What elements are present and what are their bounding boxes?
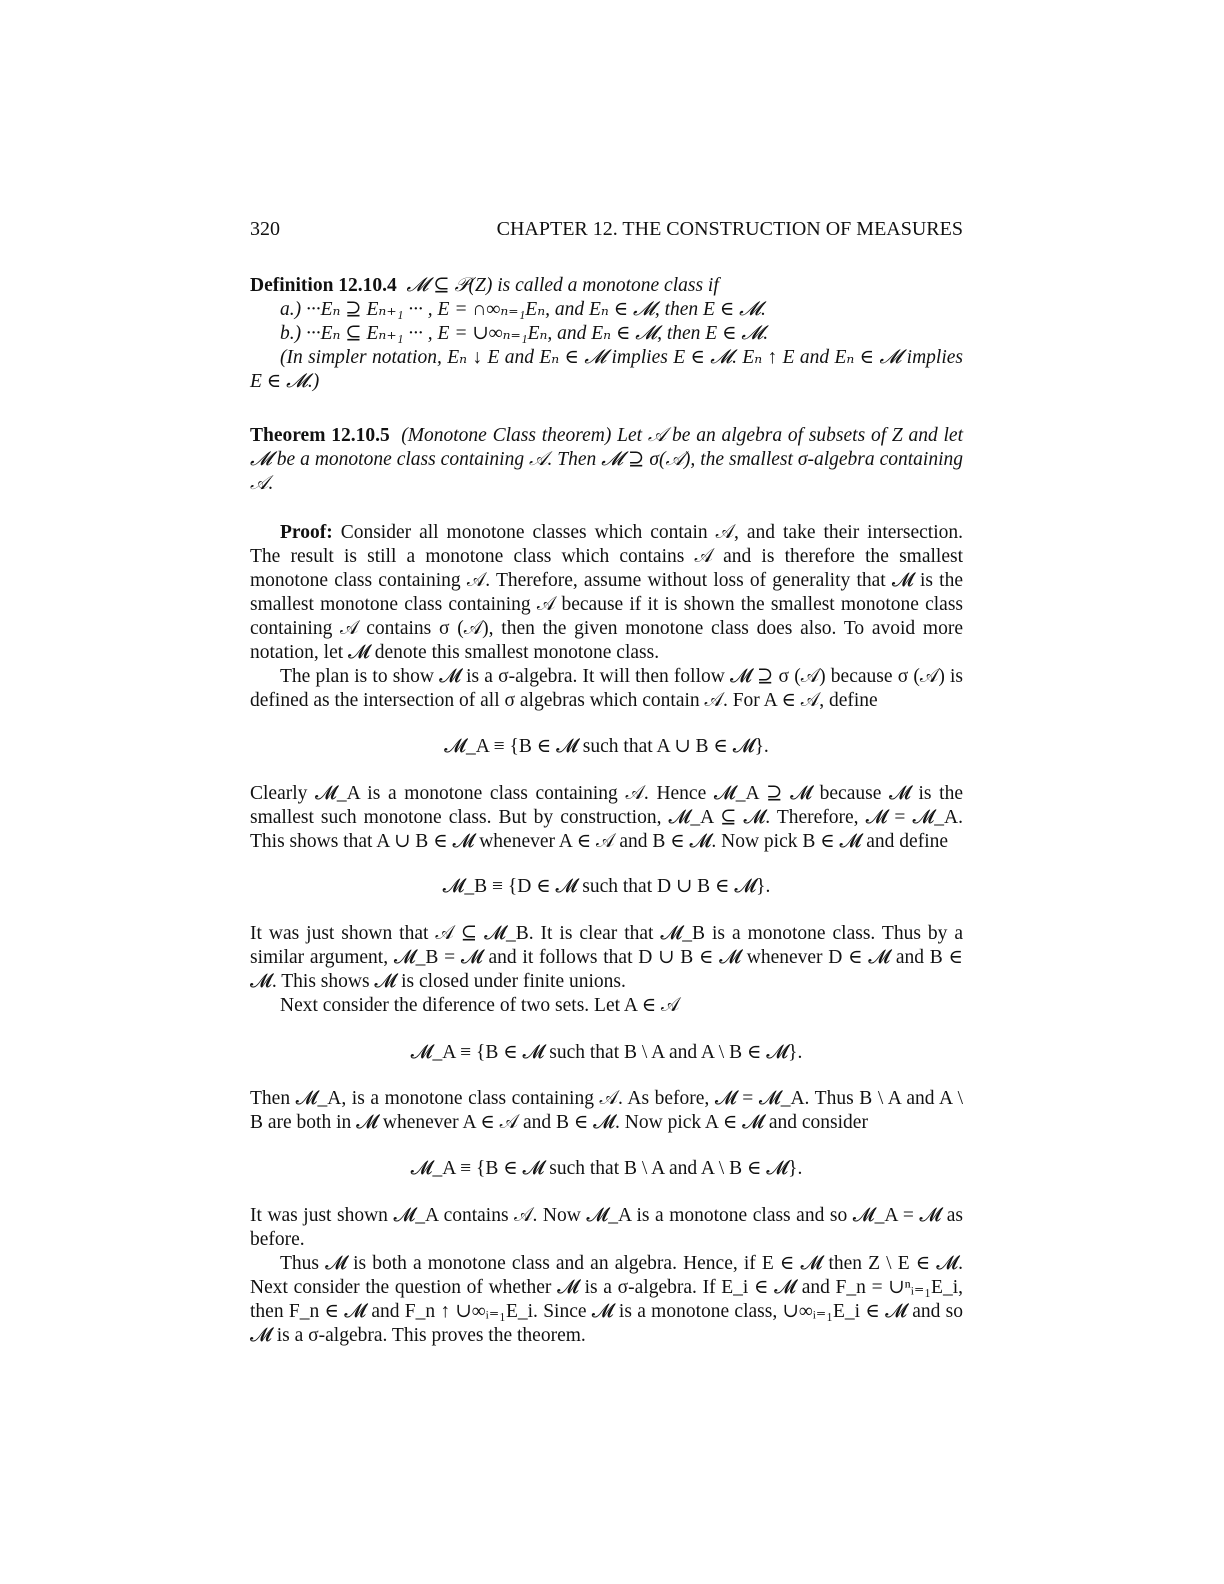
proof-text-7: It was just shown 𝓜_A contains 𝒜. Now 𝓜_A is a monotone class and so 𝓜_A = 𝓜 as before.: [250, 1205, 963, 1250]
equation-3: [250, 1041, 963, 1065]
equation-1: [250, 735, 963, 759]
proof-text-2: The plan is to show 𝓜 is a σ-algebra. It will then follow 𝓜 ⊇ σ (𝒜) because σ (𝒜) is defined as the intersection of all σ algebras which contain 𝒜. For A ∈ 𝒜, define: [250, 666, 963, 711]
proof-text-3: Clearly 𝓜_A is a monotone class containing 𝒜. Hence 𝓜_A ⊇ 𝓜 because 𝓜 is the smallest such monotone class. But by construction, 𝓜_A ⊆ 𝓜. Therefore, 𝓜 = 𝓜_A. This shows that A ∪ B ∈ 𝓜 whenever A ∈ 𝒜 and B ∈ 𝓜. Now pick B ∈ 𝓜 and define: [250, 783, 963, 852]
theorem-text: (Monotone Class theorem) Let 𝒜 be an algebra of subsets of Z and let 𝓜 be a monotone class containing 𝒜. Then 𝓜 ⊇ σ(𝒜), the smallest σ-algebra containing 𝒜.: [250, 425, 963, 494]
theorem-label: Theorem 12.10.5: [250, 425, 390, 446]
proof-text-6: Then 𝓜_A, is a monotone class containing 𝒜. As before, 𝓜 = 𝓜_A. Thus B \ A and A \ B are both in 𝓜 whenever A ∈ 𝒜 and B ∈ 𝓜. Now pick A ∈ 𝓜 and consider: [250, 1088, 963, 1133]
definition-item-a: a.) ···Eₙ ⊇ Eₙ₊₁ ··· , E = ∩∞ₙ₌₁Eₙ, and Eₙ ∈ 𝓜, then E ∈ 𝓜.: [280, 299, 766, 320]
theorem-block: [250, 424, 963, 496]
definition-label: Definition 12.10.4: [250, 275, 397, 296]
proof-para-8: [250, 1252, 963, 1348]
proof-para-3: [250, 782, 963, 854]
definition-item-b: b.) ···Eₙ ⊆ Eₙ₊₁ ··· , E = ∪∞ₙ₌₁Eₙ, and Eₙ ∈ 𝓜, then E ∈ 𝓜.: [280, 323, 769, 344]
proof-para-7: [250, 1204, 963, 1252]
definition-note: (In simpler notation, Eₙ ↓ E and Eₙ ∈ 𝓜 implies E ∈ 𝓜. Eₙ ↑ E and Eₙ ∈ 𝓜 implies E ∈ 𝓜.): [250, 347, 963, 392]
running-title: CHAPTER 12. THE CONSTRUCTION OF MEASURES: [496, 218, 963, 240]
proof-text-4: It was just shown that 𝒜 ⊆ 𝓜_B. It is clear that 𝓜_B is a monotone class. Thus by a similar argument, 𝓜_B = 𝓜 and it follows that D ∪ B ∈ 𝓜 whenever D ∈ 𝓜 and B ∈ 𝓜. This shows 𝓜 is closed under finite unions.: [250, 923, 963, 992]
equation-2: [250, 875, 963, 899]
proof-text-8: Thus 𝓜 is both a monotone class and an algebra. Hence, if E ∈ 𝓜 then Z \ E ∈ 𝓜. Next consider the question of whether 𝓜 is a σ-algebra. If E_i ∈ 𝓜 and F_n = ∪ⁿᵢ₌₁E_i, then F_n ∈ 𝓜 and F_n ↑ ∪∞ᵢ₌₁E_i. Since 𝓜 is a monotone class, ∪∞ᵢ₌₁E_i ∈ 𝓜 and so 𝓜 is a σ-algebra. This proves the theorem.: [250, 1253, 963, 1346]
equation-1-text: 𝓜_A ≡ {B ∈ 𝓜 such that A ∪ B ∈ 𝓜}.: [444, 736, 769, 757]
equation-2-text: 𝓜_B ≡ {D ∈ 𝓜 such that D ∪ B ∈ 𝓜}.: [442, 876, 771, 897]
proof-para-6: [250, 1087, 963, 1135]
proof-para-5: [250, 994, 963, 1018]
equation-3-text: 𝓜_A ≡ {B ∈ 𝓜 such that B \ A and A \ B ∈ 𝓜}.: [410, 1042, 803, 1063]
proof-para-1: [250, 521, 963, 665]
proof-text-5: Next consider the diference of two sets. Let A ∈ 𝒜: [280, 995, 680, 1016]
proof-label: Proof:: [280, 522, 333, 543]
definition-block: [250, 274, 963, 394]
definition-intro: [250, 274, 963, 298]
proof-text-1: Consider all monotone classes which contain 𝒜, and take their intersection. The result is still a monotone class which contains 𝒜 and is therefore the smallest monotone class containing 𝒜. Therefore, assume without loss of generality that 𝓜 is the smallest monotone class containing 𝒜 because if it is shown the smallest monotone class containing 𝒜 contains σ (𝒜), then the given monotone class does also. To avoid more notation, let 𝓜 denote this smallest monotone class.: [250, 522, 964, 663]
definition-intro-text: 𝓜 ⊆ 𝒫(Z) is called a monotone class if: [406, 275, 719, 296]
proof-para-2: [250, 665, 963, 713]
equation-4-text: 𝓜_A ≡ {B ∈ 𝓜 such that B \ A and A \ B ∈ 𝓜}.: [410, 1158, 803, 1179]
proof-para-4: [250, 922, 963, 994]
page-number: 320: [250, 218, 280, 240]
equation-4: [250, 1157, 963, 1181]
